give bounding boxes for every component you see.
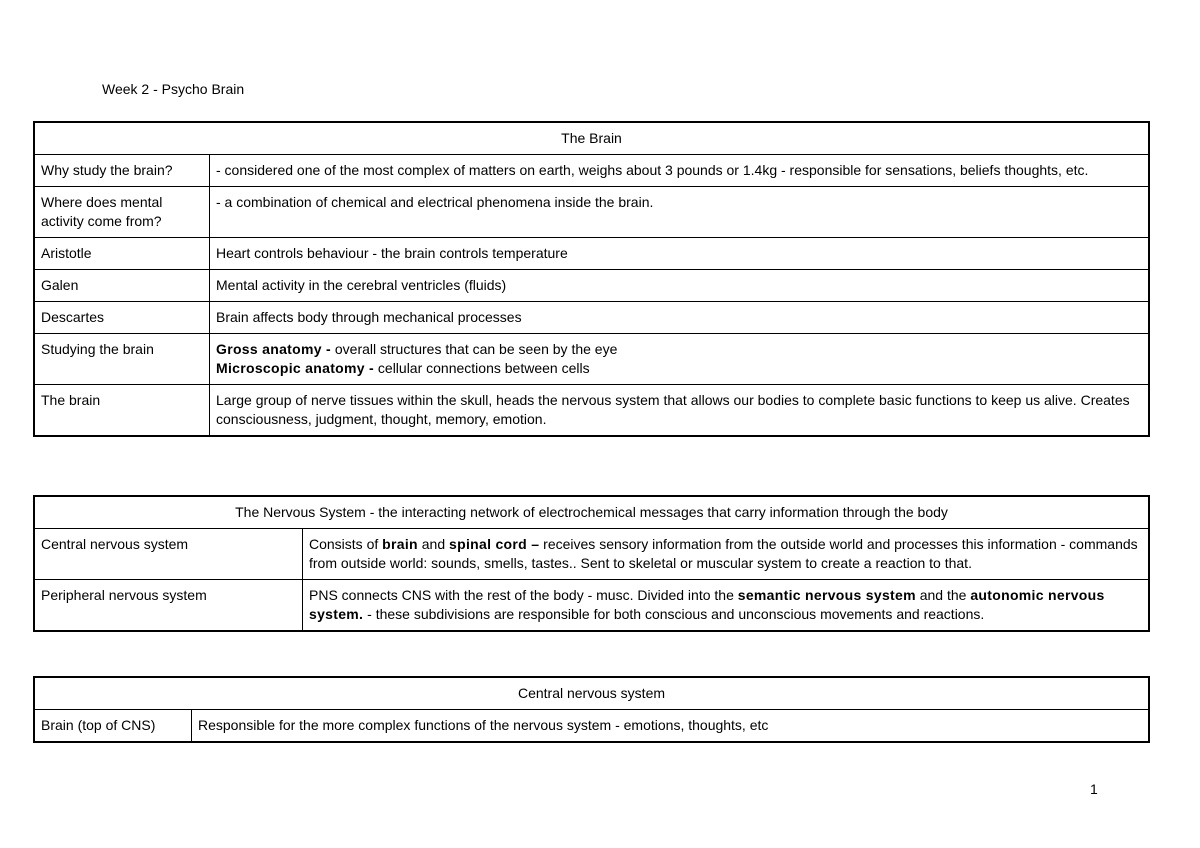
table-header: Central nervous system — [35, 678, 1149, 710]
table-header-row — [35, 678, 1149, 710]
row-label: The brain — [35, 385, 210, 436]
table-row — [35, 270, 1149, 302]
text-run: receives sensory information from the outside world and processes this information - commands from outside world: sounds, smells, tastes.. Sent to skeletal or muscular system to create a reaction to that. — [309, 536, 1138, 571]
brain-table — [34, 122, 1149, 436]
table-row — [35, 187, 1149, 238]
row-text — [210, 334, 1149, 385]
table-row — [35, 580, 1149, 631]
page-number: 1 — [1090, 781, 1098, 797]
text-run: Consists of — [309, 536, 383, 552]
bold-term: semantic nervous system — [737, 587, 916, 603]
text-run: PNS connects CNS with the rest of the body - musc. Divided into the — [309, 587, 738, 603]
table-row — [35, 155, 1149, 187]
row-text: Heart controls behaviour - the brain controls temperature — [210, 238, 1149, 270]
text-run: - these subdivisions are responsible for both conscious and unconscious movements and reactions. — [363, 606, 985, 622]
bold-term: Gross anatomy - — [216, 341, 331, 357]
row-label: Why study the brain? — [35, 155, 210, 187]
table-row — [35, 385, 1149, 436]
bold-term: autonomic nervous system. — [309, 587, 1105, 622]
table-row — [35, 710, 1149, 742]
row-label: Galen — [35, 270, 210, 302]
table-row — [35, 302, 1149, 334]
row-label: Brain (top of CNS) — [35, 710, 192, 742]
table-header-row — [35, 123, 1149, 155]
row-label: Peripheral nervous system — [35, 580, 303, 631]
document-title: Week 2 - Psycho Brain — [102, 81, 245, 97]
bold-term: brain — [382, 536, 418, 552]
row-text — [303, 529, 1149, 580]
nervous-system-table — [34, 496, 1149, 631]
row-label: Aristotle — [35, 238, 210, 270]
row-text: - considered one of the most complex of matters on earth, weighs about 3 pounds or 1.4kg - responsible for sensations, beliefs thoughts, etc. — [210, 155, 1149, 187]
row-text — [303, 580, 1149, 631]
bold-term: spinal cord – — [449, 536, 540, 552]
cns-table — [34, 677, 1149, 742]
table-row — [35, 334, 1149, 385]
table-row — [35, 529, 1149, 580]
row-text: Mental activity in the cerebral ventricles (fluids) — [210, 270, 1149, 302]
row-label: Where does mental activity come from? — [35, 187, 210, 238]
bold-term: Microscopic anatomy - — [216, 360, 375, 376]
row-text: Brain affects body through mechanical processes — [210, 302, 1149, 334]
row-text: Responsible for the more complex functions of the nervous system - emotions, thoughts, etc — [192, 710, 1149, 742]
row-label: Descartes — [35, 302, 210, 334]
row-label: Studying the brain — [35, 334, 210, 385]
row-label: Central nervous system — [35, 529, 303, 580]
text-run: and the — [915, 587, 971, 603]
row-text: - a combination of chemical and electrical phenomena inside the brain. — [210, 187, 1149, 238]
table-row — [35, 238, 1149, 270]
table-header-row — [35, 497, 1149, 529]
table-header: The Brain — [35, 123, 1149, 155]
row-text: Large group of nerve tissues within the skull, heads the nervous system that allows our bodies to complete basic functions to keep us alive. Creates consciousness, judgment, thought, memory, emotion. — [210, 385, 1149, 436]
table-header: The Nervous System - the interacting network of electrochemical messages that carry information through the body — [35, 497, 1149, 529]
term-description: overall structures that can be seen by the eye — [330, 341, 618, 357]
text-run: and — [417, 536, 450, 552]
term-description: cellular connections between cells — [374, 360, 590, 376]
